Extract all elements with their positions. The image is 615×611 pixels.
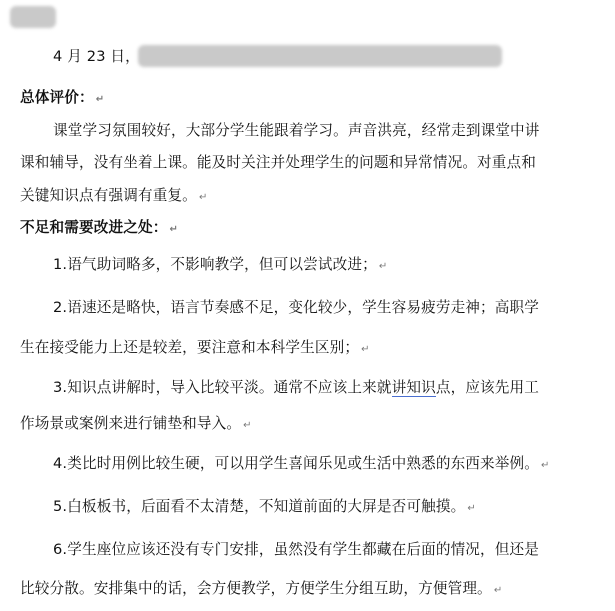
paragraph-mark: ↵ — [95, 94, 105, 105]
paragraph-mark: ↵ — [243, 420, 252, 431]
improve-item-6-line-1: 6.学生座位应该还没有专门安排，虽然没有学生都藏在后面的情况，但还是 — [53, 541, 540, 558]
overall-line-1: 课堂学习氛围较好，大部分学生能跟着学习。声音洪亮，经常走到课堂中讲 — [53, 122, 540, 139]
underlined-phrase: 讲知识 — [391, 379, 436, 396]
paragraph-mark: ↵ — [169, 224, 178, 235]
redacted-header-text — [138, 45, 502, 67]
overall-line-2: 课和辅导，没有坐着上课。能及时关注并处理学生的问题和异常情况。对重点和 — [20, 154, 537, 171]
improve-item-6-line-2: 比较分散。安排集中的话，会方便教学，方便学生分组互助，方便管理。 ↵ — [20, 580, 503, 597]
improve-item-3-line-1: 3.知识点讲解时，导入比较平淡。通常不应该上来就讲知识点，应该先用工 — [53, 379, 540, 396]
paragraph-mark: ↵ — [467, 503, 476, 514]
improve-heading: 不足和需要改进之处： ↵ — [20, 219, 178, 236]
improve-item-4: 4.类比时用例比较生硬，可以用学生喜闻乐见或生活中熟悉的东西来举例。 ↵ — [53, 455, 550, 472]
report-date — [53, 47, 140, 67]
overall-line-3: 关键知识点有强调有重复。 ↵ — [20, 187, 208, 204]
paragraph-mark: ↵ — [493, 585, 503, 596]
paragraph-mark: ↵ — [198, 192, 208, 203]
paragraph-mark: ↵ — [378, 261, 388, 272]
improve-item-2-line-2: 生在接受能力上还是较差，要注意和本科学生区别； ↵ — [20, 339, 370, 356]
overall-heading: 总体评价： ↵ — [20, 89, 105, 106]
improve-item-2-line-1: 2.语速还是略快，语言节奏感不足，变化较少，学生容易疲劳走神；高职学 — [53, 299, 540, 316]
date-text: 4 月 23 日， — [53, 48, 140, 65]
improve-item-3-line-2: 作场景或案例来进行铺垫和导入。 ↵ — [20, 415, 252, 432]
redacted-name — [10, 6, 56, 28]
paragraph-mark: ↵ — [541, 460, 550, 471]
improve-item-5: 5.白板板书，后面看不太清楚，不知道前面的大屏是否可触摸。 ↵ — [53, 498, 476, 515]
paragraph-mark: ↵ — [361, 344, 370, 355]
improve-item-1: 1.语气助词略多，不影响教学，但可以尝试改进； ↵ — [53, 256, 388, 273]
